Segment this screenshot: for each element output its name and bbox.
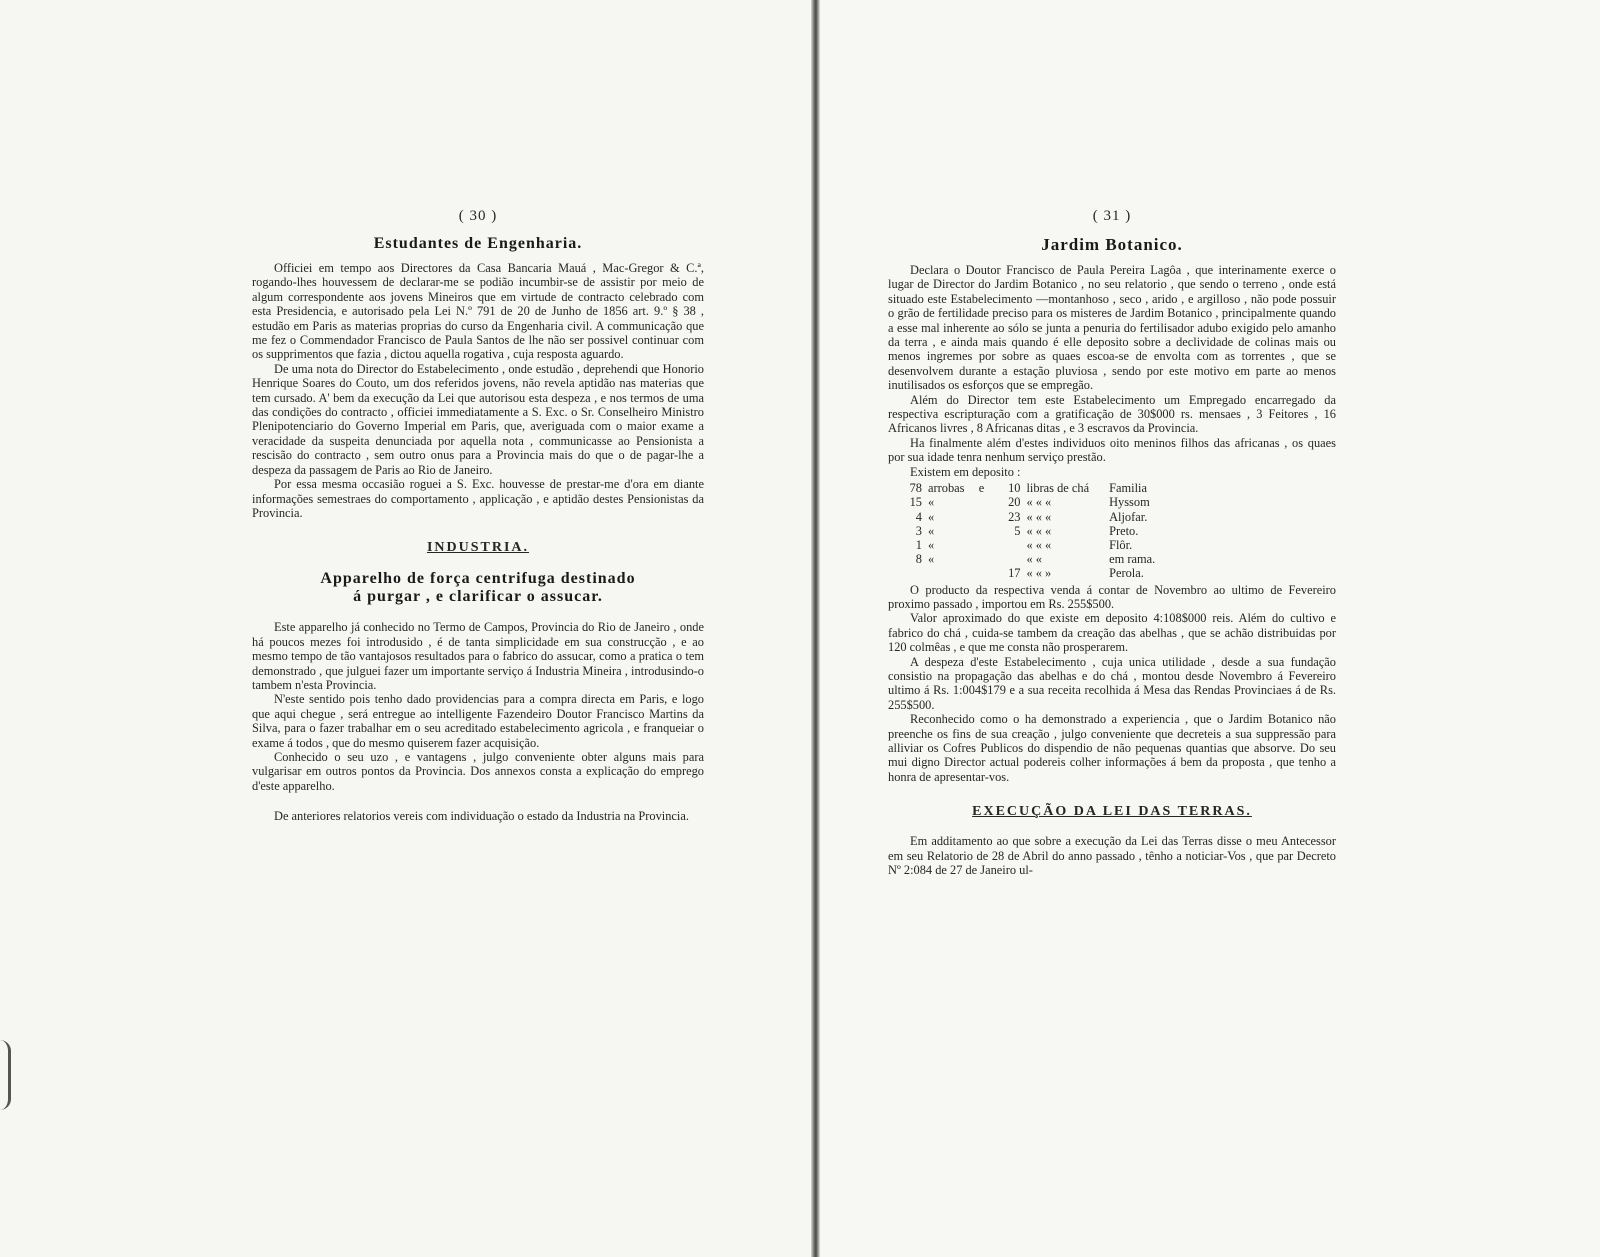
paragraph: De uma nota do Director do Estabelecimento , onde estudão , deprehendi que Honorio Henrique Soares do Couto, um dos referidos jovens, não revela aptidão nas materias que tem cursado. A' bem da execução da Lei que autorisou esta despeza , e nos termos de uma das condições do contracto , officiei immediatamente a S. Exc. o Sr. Conselheiro Ministro Plenipotenciario do Governo Imperial em Paris, que, averiguada com o maior exame a veracidade da suspeita denunciada por aquella nota , communicasse ao Pensionista a rescisão do contracto , sem outro onus para a Provincia mais do que o de pagar-lhe a despeza da passagem de Paris ao Rio de Janeiro. xyxy=(252,361,704,477)
table-cell: Familia xyxy=(1109,481,1147,496)
paragraph: A despeza d'este Estabelecimento , cuja unica utilidade , desde a sua fundação consistio na propagação das abelhas e do chá , montou desde Novembro á Fevereiro ultimo á Rs. 1:004$179 e a sua receita recolhida á Mesa das Rendas Provinciaes á de Rs. 255$500. xyxy=(888,654,1336,712)
book-gutter xyxy=(811,0,820,1257)
table-cell: « « » xyxy=(1026,566,1052,581)
table-cell: 78 xyxy=(909,481,922,496)
table-cell: « xyxy=(928,523,935,538)
page-edge-curl xyxy=(0,1040,11,1110)
table-cell xyxy=(900,566,928,580)
table-intro: Existem em deposito : xyxy=(910,464,1021,479)
heading-execucao-lei-terras: EXECUÇÃO DA LEI DAS TERRAS. xyxy=(972,804,1252,820)
tea-stock-table xyxy=(900,481,1161,580)
table-row xyxy=(900,481,1161,495)
table-row xyxy=(900,566,1161,580)
table-cell: e xyxy=(978,481,985,496)
page-number-31: ( 31 ) xyxy=(1092,208,1132,224)
table-cell: arrobas xyxy=(928,481,965,496)
table-cell: Flôr. xyxy=(1109,537,1133,552)
table-row xyxy=(900,552,1161,566)
heading-estudantes: Estudantes de Engenharia. xyxy=(373,235,583,252)
left-text-column xyxy=(252,208,704,824)
table-cell: « « xyxy=(1026,552,1042,567)
heading-apparelho-line1: Apparelho de força centrifuga destinado xyxy=(320,570,636,588)
table-cell: libras de chá xyxy=(1026,481,1090,496)
paragraph: Officiei em tempo aos Directores da Casa Bancaria Mauá , Mac-Gregor & C.ª, rogando-lhes houvessem de declarar-me se podião incumbir-se de assistir por meio de algum correspondente aos jovens Mineiros que em virtude de contracto celebrado com esta Presidencia, e autorisado pela Lei N.º 791 de 20 de Junho de 1856 art. 9.º § 38 , estudão em Paris as materias proprias do curso da Engenharia civil. A communicação que me fez o Commendador Francisco de Paula Santos de lhe não ser possivel continuar com os supprimentos que fazia , dictou aquella rogativa , cuja resposta aguardo. xyxy=(252,261,704,362)
table-cell: 17 xyxy=(1008,566,1021,581)
table-cell: Perola. xyxy=(1109,566,1144,581)
paragraph: Ha finalmente além d'estes individuos oito meninos filhos das africanas , os quaes por sua idade tenra nenhum serviço prestão. xyxy=(888,435,1336,465)
table-row xyxy=(900,524,1161,538)
table-cell: 23 xyxy=(1008,509,1021,524)
heading-industria: INDUSTRIA. xyxy=(426,540,530,556)
right-page xyxy=(820,0,1600,1257)
paragraph: Valor aproximado do que existe em deposito 4:108$000 reis. Além do cultivo e fabrico do chá , cuida-se tambem da creação das abelhas , que se achão distribuidas por 120 colmêas , e que me consta não prosperarem. xyxy=(888,611,1336,655)
table-cell: 15 xyxy=(909,495,922,510)
paragraph-closing: De anteriores relatorios vereis com individuação o estado da Industria na Provincia. xyxy=(274,809,689,824)
table-cell xyxy=(970,495,998,509)
table-cell: 10 xyxy=(1008,481,1021,496)
table-row xyxy=(900,495,1161,509)
paragraph: Além do Director tem este Estabelecimento um Empregado encarregado da respectiva escripturação com a gratificação de 30$000 rs. mensaes , 3 Feitores , 16 Africanos livres , 8 Africanas ditas , e 3 escravos da Provincia. xyxy=(888,392,1336,436)
paragraph: Conhecido o seu uzo , e vantagens , julgo conveniente obter alguns mais para vulgarisar em outros pontos da Provincia. Dos annexos consta a explicação do emprego d'este apparelho. xyxy=(252,749,704,793)
table-cell: « xyxy=(928,552,935,567)
paragraph: Reconhecido como o ha demonstrado a experiencia , que o Jardim Botanico não preenche os fins de sua creação , julgo conveniente que decreteis a sua suppressão para alliviar os Cofres Publicos do dispendio de não pequenas quantias que absorve. Do seu mui digno Director actual podereis colher informações á bem da proposta , que tenho a honra de apresentar-vos. xyxy=(888,712,1336,784)
table-cell: em rama. xyxy=(1109,552,1156,567)
paragraph: O producto da respectiva venda á contar de Novembro ao ultimo de Fevereiro proximo passado , importou em Rs. 255$500. xyxy=(888,582,1336,611)
table-cell: Preto. xyxy=(1109,523,1139,538)
table-cell: 5 xyxy=(1014,523,1021,538)
table-cell xyxy=(970,524,998,538)
table-cell xyxy=(970,538,998,552)
table-cell: « « « xyxy=(1026,537,1052,552)
table-cell: Aljofar. xyxy=(1109,509,1148,524)
table-cell xyxy=(970,552,998,566)
table-cell: 4 xyxy=(915,509,922,524)
table-cell: « xyxy=(928,495,935,510)
table-cell: 3 xyxy=(915,523,922,538)
paragraph: Em additamento ao que sobre a execução da Lei das Terras disse o meu Antecessor em seu Relatorio de 28 de Abril do anno passado , tênho a noticiar-Vos , que par Decreto Nº 2:084 de 27 de Janeiro ul- xyxy=(888,834,1336,878)
page-number-30: ( 30 ) xyxy=(458,208,498,224)
heading-jardim-botanico: Jardim Botanico. xyxy=(1041,235,1183,254)
table-cell xyxy=(998,552,1026,566)
table-cell xyxy=(998,538,1026,552)
table-cell: « xyxy=(928,537,935,552)
table-cell: « « « xyxy=(1026,523,1052,538)
table-cell: 1 xyxy=(915,537,922,552)
heading-apparelho-line2: á purgar , e clarificar o assucar. xyxy=(353,588,603,606)
table-cell: « xyxy=(928,509,935,524)
table-cell: 20 xyxy=(1008,495,1021,510)
paragraph: Este apparelho já conhecido no Termo de Campos, Provincia do Rio de Janeiro , onde há poucos mezes foi introdusido , é de tanta simplicidade em sua construcção , e ao mesmo tempo de tão vantajosos resultados para o fabrico do assucar, como a pratica o tem demonstrado , que julguei fazer um importante serviço á Industria Mineira , introdusindo-o tambem n'esta Provincia. xyxy=(252,620,704,692)
table-row xyxy=(900,538,1161,552)
paragraph: N'este sentido pois tenho dado providencias para a compra directa em Paris, e logo que aqui chegue , será entregue ao intelligente Fazendeiro Doutor Francisco Martins da Silva, para o fazer trabalhar em o seu acreditado estabelecimento agricola , e franqueiar o exame á todos , que do mesmo quiserem fazer acquisição. xyxy=(252,692,704,750)
paragraph: Declara o Doutor Francisco de Paula Pereira Lagôa , que interinamente exerce o lugar de Director do Jardim Botanico , no seu relatorio , que sendo o terreno , onde está situado este Estabelecimento —montanhoso , seco , arido , e argilloso , não pode possuir o grão de fertilidade preciso para os misteres de Jardim Botanico , principalmente quando a esse mal inherente ao sólo se junta a penuria do fertilisador adubo exigido pelo amanho da terra , e ainda mais quando é elle deposito sobre a declividade de colinas mais ou menos ingremes por sobre as quaes escoa-se de envolta com as torrentes , que se desenvolvem durante a estação pluviosa , sendo por este motivo em parte ao menos inutilisados os esforços que se empregão. xyxy=(888,263,1336,393)
right-text-column xyxy=(888,208,1336,877)
table-cell: 8 xyxy=(915,552,922,567)
table-cell: « « « xyxy=(1026,509,1052,524)
table-cell: « « « xyxy=(1026,495,1052,510)
table-row xyxy=(900,510,1161,524)
table-cell xyxy=(928,566,970,580)
paragraph: Por essa mesma occasião roguei a S. Exc. houvesse de prestar-me d'ora em diante informações semestraes do comportamento , applicação , e aptidão destes Pensionistas da Provincia. xyxy=(252,477,704,520)
table-cell xyxy=(970,566,998,580)
table-cell: Hyssom xyxy=(1109,495,1150,510)
table-cell xyxy=(970,510,998,524)
